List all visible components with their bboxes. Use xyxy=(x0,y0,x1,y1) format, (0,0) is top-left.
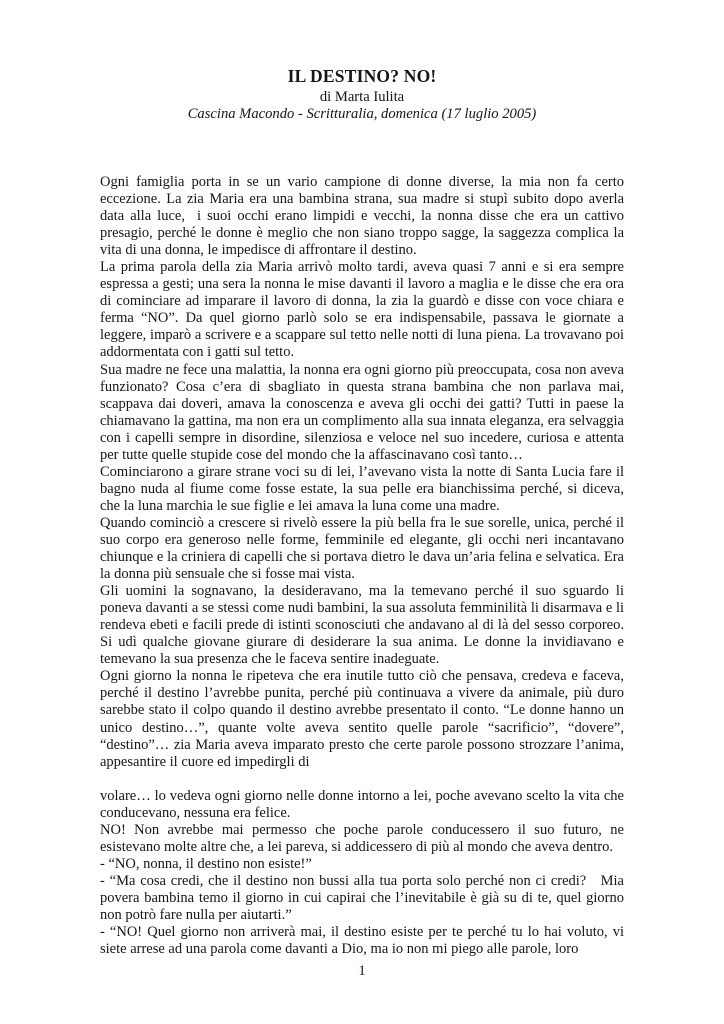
paragraph: Cominciarono a girare strane voci su di lei, l’avevano vista la notte di Santa Lucia fare il bagno nuda al fiume come fosse estate, la sua pelle era bianchissima perché, si diceva, che la luna marchia le sue figlie e lei amava la luna come una madre. xyxy=(100,463,624,514)
paragraph: Ogni giorno la nonna le ripeteva che era inutile tutto ciò che pensava, credeva e faceva, perché il destino l’avrebbe punita, perché più continuava a vivere da animale, più duro sarebbe stato il colpo quando il destino avrebbe presentato il conto. “Le donne hanno un unico destino…”, quante volte aveva sentito quelle parole “sacrificio”, “dovere”, “destino”… zia Maria aveva imparato presto che certe parole possono strozzare l’anima, appesantire il cuore ed impedirgli di xyxy=(100,668,624,770)
paragraph: Gli uomini la sognavano, la desideravano, ma la temevano perché il suo sguardo li poneva davanti a se stessi come nudi bambini, la sua assoluta femminilità li disarmava e li rendeva ebeti e facili prede di istinti sconosciuti che andavano al di là del sesso corporeo. Si udì qualche giovane giurare di desiderare la sua anima. Le donne la invidiavano e temevano la sua presenza che le faceva sentire inadeguate. xyxy=(100,583,624,668)
dialogue-line: - “NO! Quel giorno non arriverà mai, il destino esiste per te perché tu lo hai voluto, vi siete arrese ad una parola come davanti a Dio, ma io non mi piego alle parole, loro xyxy=(100,924,624,958)
paragraph: Ogni famiglia porta in se un vario campione di donne diverse, la mia non fa certo eccezione. La zia Maria era una bambina strana, sua madre si stupì subito dopo averla data alla luce, i suoi occhi erano limpidi e vecchi, la nonna disse che era un cattivo presagio, perché le donne è meglio che non siano troppo sagge, la saggezza complica la vita di una donna, le impedisce di affrontare il destino. xyxy=(100,174,624,259)
document-source-line: Cascina Macondo - Scritturalia, domenica (17 luglio 2005) xyxy=(187,106,537,122)
paragraph: Quando cominciò a crescere si rivelò essere la più bella fra le sue sorelle, unica, perché il suo corpo era generoso nelle forme, femminile ed elegante, gli occhi neri incantavano chiunque e la criniera di capelli che si portava dietro le dava un’aria felina e selvatica. Era la donna più sensuale che si fosse mai vista. xyxy=(100,514,624,583)
page-footer xyxy=(100,963,624,980)
dialogue-line: - “NO, nonna, il destino non esiste!” xyxy=(100,855,312,872)
dialogue-line: - “Ma cosa credi, che il destino non bussi alla tua porta solo perché non ci credi? Mia povera bambina temo il giorno in cui capirai che l’inevitabile è già su di te, quel giorno non potrò fare nulla per aiutarti.” xyxy=(100,872,624,924)
document-title: IL DESTINO? NO! xyxy=(287,66,437,86)
document-header xyxy=(100,66,624,123)
document-body xyxy=(100,174,624,958)
paragraph: NO! Non avrebbe mai permesso che poche parole conducessero il suo futuro, ne esistevano molte altre che, a lei pareva, si addicessero di più al mondo che aveva dentro. xyxy=(100,821,624,855)
page-number: 1 xyxy=(358,963,366,980)
paragraph: volare… lo vedeva ogni giorno nelle donne intorno a lei, poche avevano scelto la vita che conducevano, nessuna era felice. xyxy=(100,787,624,821)
paragraph: Sua madre ne fece una malattia, la nonna era ogni giorno più preoccupata, cosa non aveva funzionato? Cosa c’era di sbagliato in questa strana bambina che non parlava mai, scappava dai doveri, amava la conoscenza e aveva gli occhi dei gatti? Tutti in paese la chiamavano la gattina, ma non era un complimento alla sua innata eleganza, era selvaggia con i capelli sempre in disordine, silenziosa e veloce nel suo incedere, curiosa e attenta per tutte quelle stupide cose del mondo che la affascinavano così tanto… xyxy=(100,361,624,463)
document-byline: di Marta Iulita xyxy=(319,89,405,105)
paragraph: La prima parola della zia Maria arrivò molto tardi, aveva quasi 7 anni e si era sempre espressa a gesti; una sera la nonna le mise davanti il lavoro a maglia e le disse che era ora di cominciare ad imparare il lavoro di donna, la zia la guardò e disse con voce chiara e ferma “NO”. Da quel giorno parlò solo se era indispensabile, passava le giornate a leggere, imparò a scrivere e a scappare sul tetto nelle notti di luna piena. La trovavano poi addormentata con i gatti sul tetto. xyxy=(100,259,624,361)
